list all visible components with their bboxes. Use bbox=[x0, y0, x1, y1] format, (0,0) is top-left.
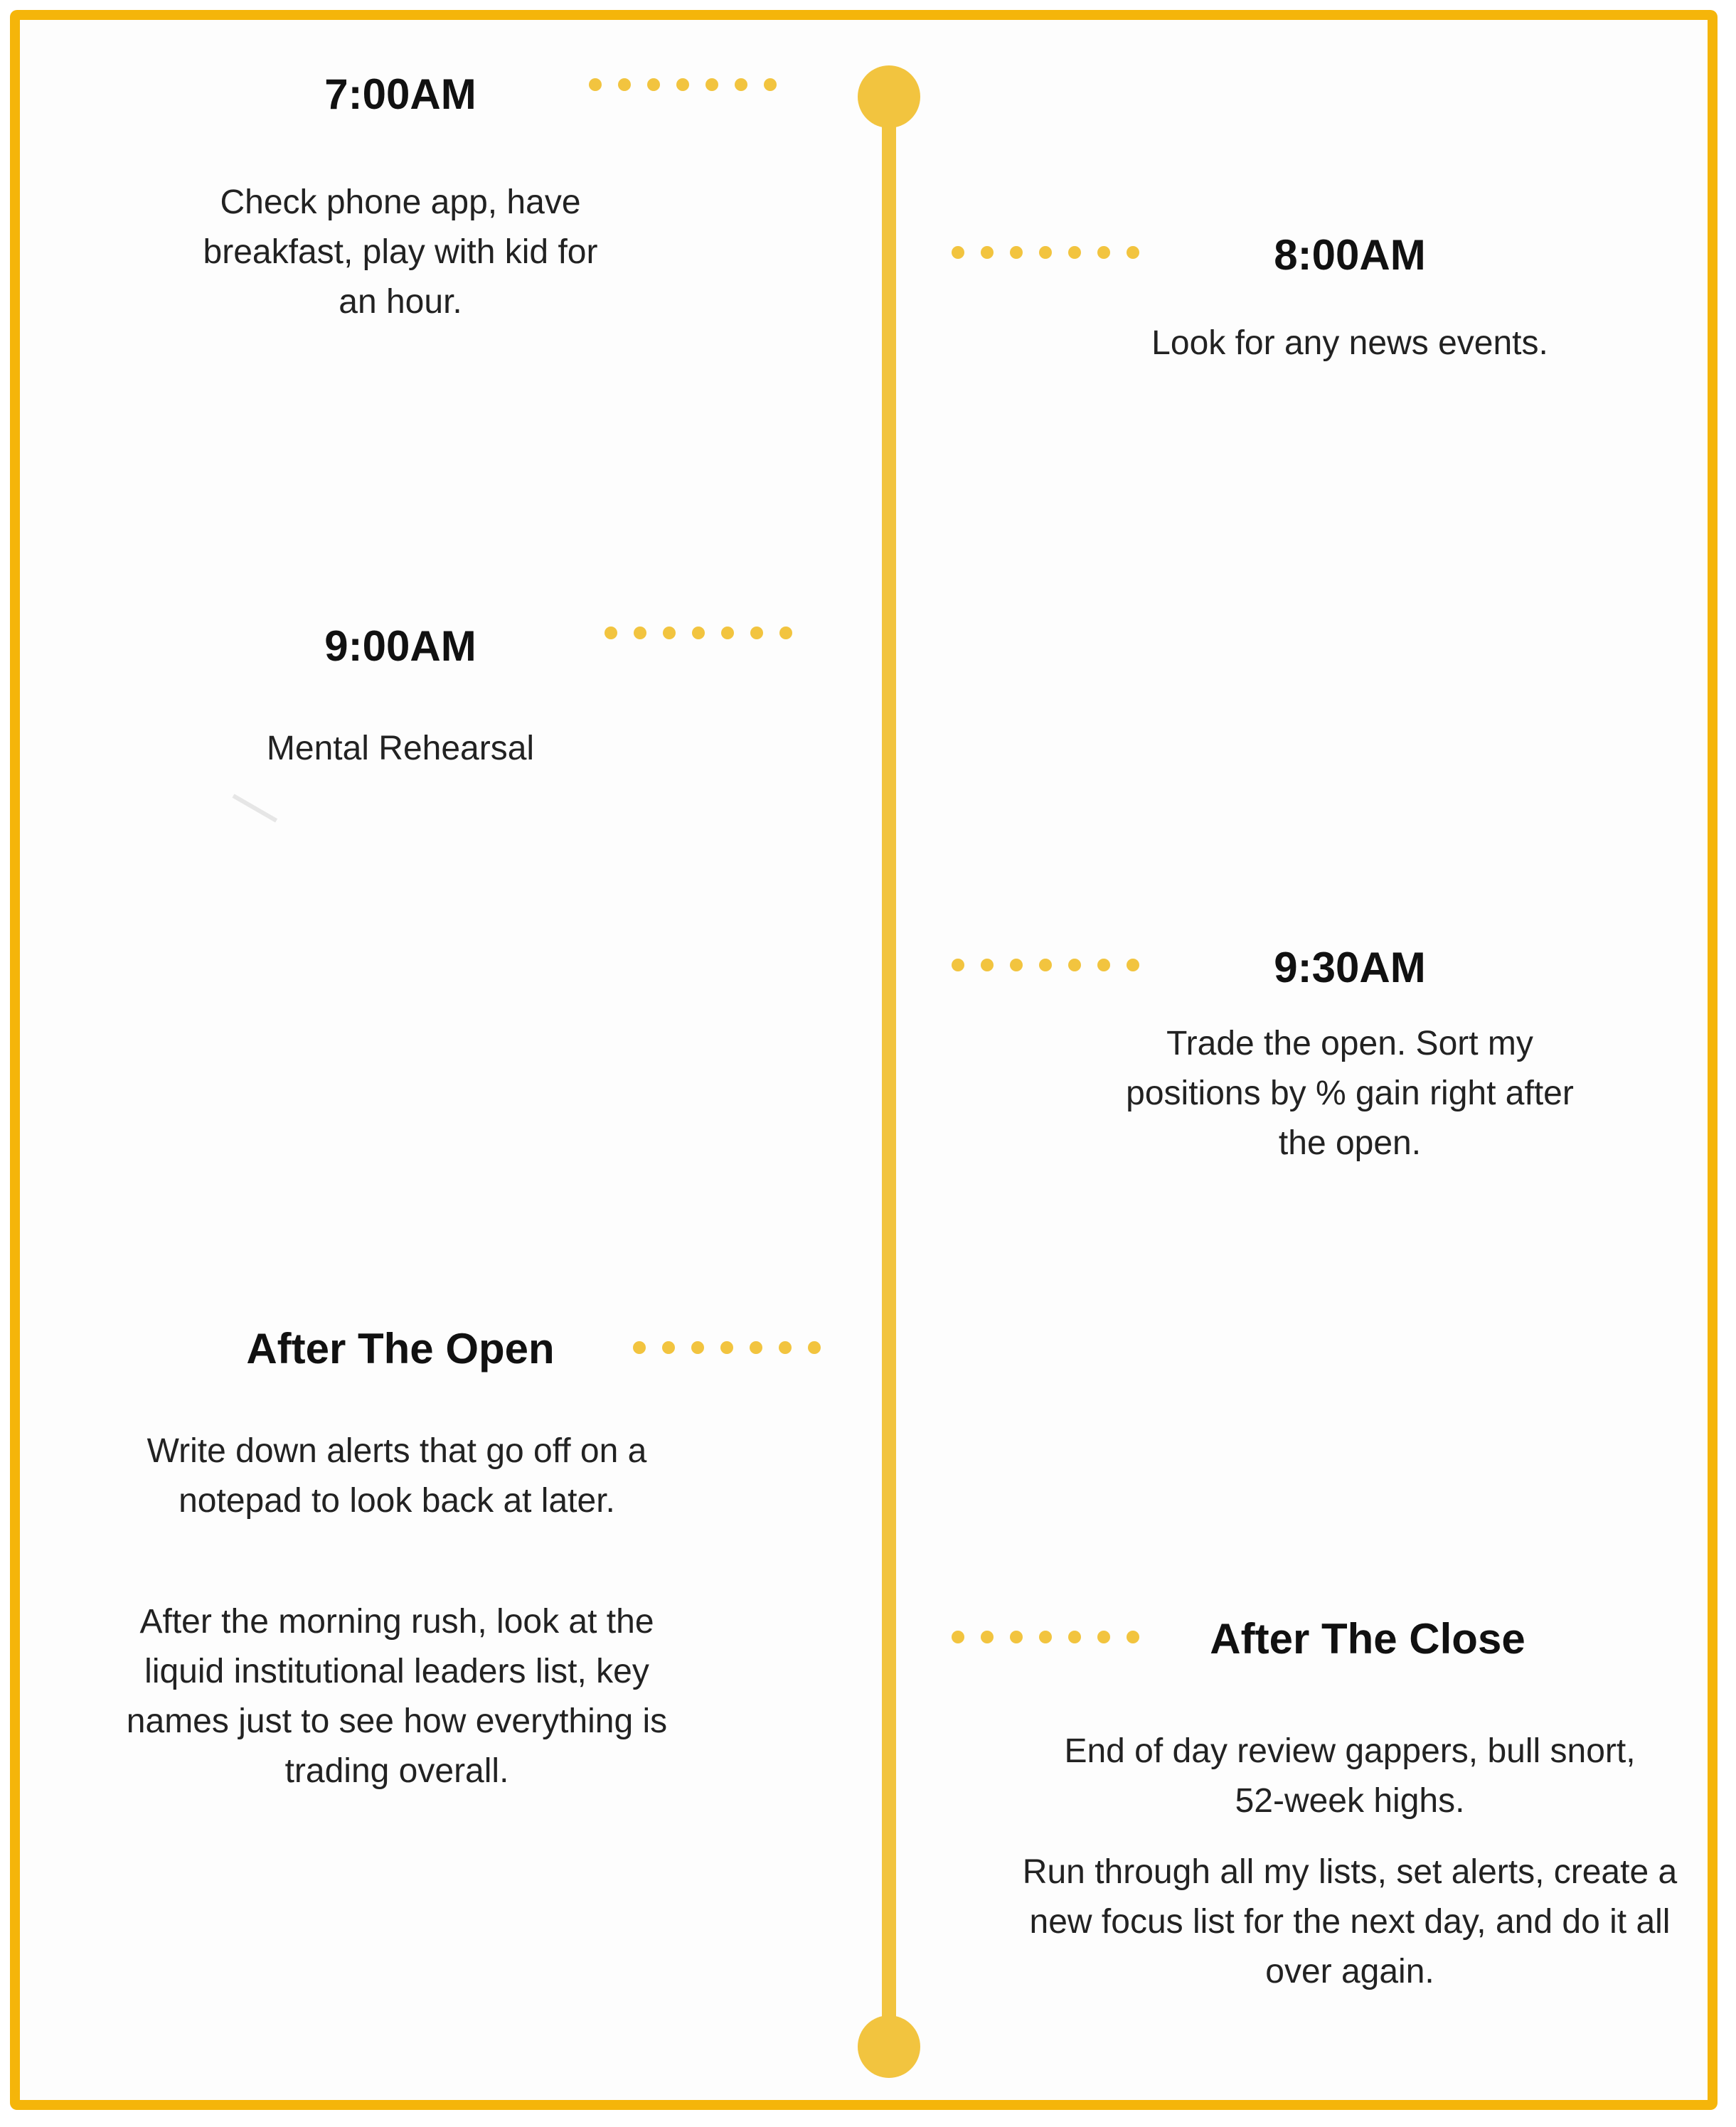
event-time-8am: 8:00AM bbox=[1274, 231, 1426, 279]
event-desc-930am: Trade the open. Sort my positions by % gain right after the open. bbox=[1126, 1025, 1574, 1162]
event-time-after-close: After The Close bbox=[1210, 1615, 1525, 1663]
faint-mark bbox=[233, 794, 278, 822]
event-time-after-open: After The Open bbox=[246, 1325, 555, 1372]
connector-dots-after-open bbox=[633, 1341, 821, 1354]
connector-dots-930am bbox=[952, 959, 1139, 971]
event-time-9am: 9:00AM bbox=[324, 622, 476, 670]
event-desc-after-open-2: After the morning rush, look at the liquid institutional leaders list, key names just to see how everything is trading overall. bbox=[126, 1603, 668, 1790]
event-time-930am: 9:30AM bbox=[1274, 944, 1426, 991]
event-time-7am: 7:00AM bbox=[324, 70, 476, 118]
connector-dots-after-close bbox=[952, 1631, 1139, 1643]
timeline-frame bbox=[10, 10, 1718, 2110]
timeline-end-node bbox=[858, 2015, 920, 2078]
event-desc-after-close-1: End of day review gappers, bull snort, 52-week highs. bbox=[1064, 1732, 1636, 1820]
connector-dots-9am bbox=[605, 627, 792, 639]
connector-dots-8am bbox=[952, 246, 1139, 259]
event-desc-7am: Check phone app, have breakfast, play with kid for an hour. bbox=[203, 183, 598, 321]
event-desc-9am: Mental Rehearsal bbox=[266, 730, 535, 767]
event-desc-8am: Look for any news events. bbox=[1151, 324, 1548, 362]
timeline-start-node bbox=[858, 65, 920, 128]
event-desc-after-close-2: Run through all my lists, set alerts, create a new focus list for the next day, and do it all over again. bbox=[1022, 1853, 1678, 1990]
timeline-axis-line bbox=[882, 97, 896, 2045]
connector-dots-7am bbox=[589, 78, 777, 91]
event-desc-after-open-1: Write down alerts that go off on a notepad to look back at later. bbox=[147, 1432, 647, 1520]
